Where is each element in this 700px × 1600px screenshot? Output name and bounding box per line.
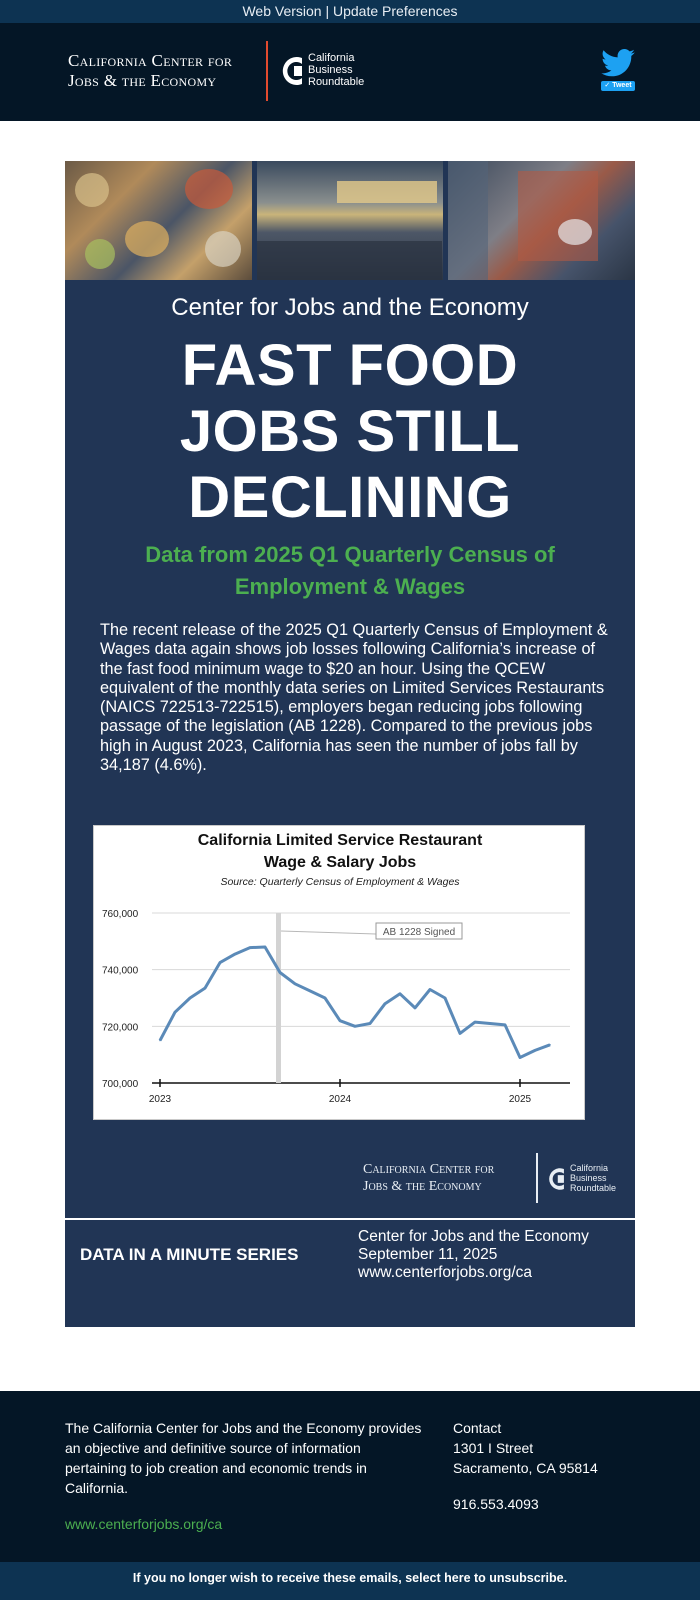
x-tick-label: 2024 — [328, 1094, 352, 1105]
drive-thru-photo — [448, 161, 635, 280]
email-header — [0, 23, 700, 121]
card-cbr-line-1: California — [570, 1163, 609, 1173]
data-point — [339, 1020, 341, 1022]
brand-line-1: California Center for — [68, 51, 233, 70]
headline-line-3: DECLINING — [188, 465, 512, 530]
data-point — [294, 983, 296, 985]
phone-number[interactable]: 916.553.4093 — [453, 1496, 539, 1512]
contact-block — [453, 1418, 598, 1478]
about-text: The California Center for Jobs and the Economy provides an objective and definitive source of information pertaining to job creation and economic trends in California. — [65, 1420, 422, 1496]
data-point — [354, 1026, 356, 1028]
data-point — [459, 1033, 461, 1035]
address-line-1: 1301 I Street — [453, 1440, 534, 1456]
data-point — [369, 1023, 371, 1025]
tweet-bird-icon: ✓ — [604, 82, 613, 89]
card-brand-line-2: Jobs & the Economy — [363, 1179, 482, 1194]
contact-label: Contact — [453, 1420, 502, 1436]
restaurant-counter-photo — [257, 161, 444, 280]
topbar-separator: | — [321, 3, 333, 19]
top-bar — [0, 0, 700, 23]
data-point — [549, 1044, 551, 1046]
tweet-label: Tweet — [612, 82, 632, 89]
data-point — [174, 1011, 176, 1013]
jobs-line-chart[interactable] — [93, 825, 585, 1120]
chart-subtitle: Source: Quarterly Census of Employment & Wages — [220, 876, 460, 888]
jobs-series-line — [160, 947, 550, 1058]
data-point — [504, 1024, 506, 1026]
data-point — [324, 997, 326, 999]
subheadline: Data from 2025 Q1 Quarterly Census of Employment & Wages — [145, 542, 555, 599]
ab1228-marker — [276, 913, 281, 1083]
data-point — [384, 1003, 386, 1005]
card-cbr-mark-icon — [547, 1165, 567, 1193]
card-divider — [65, 1218, 635, 1220]
center-brand-logo[interactable] — [68, 51, 232, 91]
web-version-link[interactable]: Web Version — [242, 3, 322, 19]
card-cbr-line-2: Business — [570, 1173, 607, 1183]
card-brand-line-1: California Center for — [363, 1162, 495, 1177]
kicker-title: Center for Jobs and the Economy — [171, 294, 529, 321]
email-footer — [0, 1391, 700, 1562]
data-point — [519, 1057, 521, 1059]
data-point — [189, 997, 191, 999]
data-point — [474, 1021, 476, 1023]
chart-svg — [94, 826, 586, 1121]
cbr-mark-icon — [280, 54, 306, 88]
y-tick-label: 740,000 — [102, 965, 139, 977]
x-tick-label: 2023 — [148, 1094, 172, 1105]
headline-line-1: FAST FOOD — [181, 333, 519, 398]
data-point — [309, 990, 311, 992]
brand-line-2: Jobs & the Economy — [68, 71, 217, 90]
card-logo-divider — [536, 1153, 538, 1203]
card-footer-logos — [65, 1149, 635, 1209]
website-link[interactable]: www.centerforjobs.org/ca — [65, 1516, 223, 1532]
tweet-button[interactable] — [601, 81, 635, 91]
data-point — [219, 962, 221, 964]
cbr-line-2: Business — [308, 64, 353, 76]
newsletter-card — [65, 161, 635, 1327]
card-center-brand — [363, 1161, 494, 1195]
cbr-line-1: California — [308, 52, 355, 64]
data-point — [264, 946, 266, 948]
y-tick-label: 720,000 — [102, 1022, 139, 1034]
meta-date: September 11, 2025 — [358, 1246, 498, 1263]
y-tick-label: 700,000 — [102, 1079, 139, 1090]
update-preferences-link[interactable]: Update Preferences — [333, 3, 458, 19]
data-point — [534, 1050, 536, 1052]
publication-meta — [358, 1228, 589, 1282]
data-point — [234, 953, 236, 955]
annotation-label: AB 1228 Signed — [382, 927, 456, 938]
data-point — [429, 989, 431, 991]
series-label: DATA IN A MINUTE SERIES — [80, 1245, 299, 1264]
data-point — [279, 972, 281, 974]
body-paragraph: The recent release of the 2025 Q1 Quarterly Census of Employment & Wages data again shows job losses following California’s increase of the fast food minimum wage to $20 an hour. Using the QCEW equivalent of the monthly data series on Limited Services Restaurants (NAICS 722513-722515), employers began reducing jobs following passage of the legislation (AB 1228). Compared to the previous jobs high in August 2023, California has seen the number of jobs fall by 34,187 (4.6%). — [100, 621, 608, 775]
meta-org: Center for Jobs and the Economy — [358, 1228, 589, 1245]
data-point — [399, 993, 401, 995]
annotation-leader — [281, 931, 376, 934]
chart-title: California Limited Service Restaurant — [197, 832, 483, 849]
headline — [65, 333, 635, 531]
data-point — [159, 1040, 161, 1042]
card-cbr-line-3: Roundtable — [570, 1183, 617, 1193]
data-point — [204, 987, 206, 989]
chart-title-line-2: Wage & Salary Jobs — [263, 854, 417, 871]
x-tick-label: 2025 — [508, 1094, 532, 1105]
y-tick-label: 760,000 — [102, 909, 139, 920]
meta-url[interactable]: www.centerforjobs.org/ca — [358, 1264, 533, 1281]
data-point — [249, 947, 251, 949]
twitter-bird-icon — [601, 49, 635, 77]
unsubscribe-link[interactable]: If you no longer wish to receive these emails, select here to unsubscribe. — [0, 1562, 700, 1600]
data-point — [414, 1007, 416, 1009]
header-divider — [266, 41, 268, 101]
headline-line-2: JOBS STILL — [179, 399, 521, 464]
photo-strip — [65, 161, 635, 280]
cbr-line-3: Roundtable — [308, 76, 365, 88]
fast-food-table-photo — [65, 161, 252, 280]
data-point — [489, 1023, 491, 1025]
data-point — [444, 997, 446, 999]
twitter-share[interactable] — [600, 49, 636, 94]
address-line-2: Sacramento, CA 95814 — [453, 1460, 598, 1476]
